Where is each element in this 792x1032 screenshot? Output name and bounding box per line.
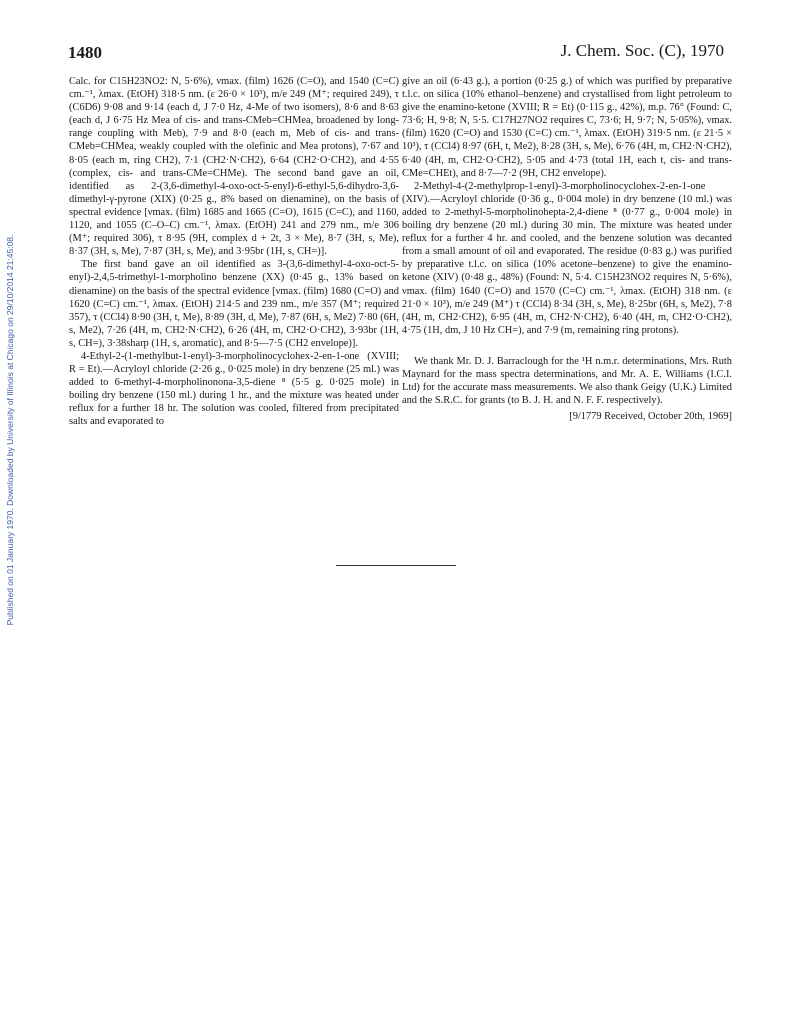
left-column	[69, 75, 399, 429]
paragraph: 2-Methyl-4-(2-methylprop-1-enyl)-3-morpholinocyclohex-2-en-1-one (XIV).—Acryloyl chloride (0·36 g., 0·004 mole) in dry benzene (10 ml.) was added to 2-methyl-5-morpholinohepta-2,4-diene ⁸ (0·77 g., 0·004 mole) in boiling dry benzene (20 ml.) during 30 min. The mixture was heated under reflux for a further 4 hr. and cooled, and the benzene solution was decanted from a small amount of oil and evaporated. The residue (0·83 g.) was purified by preparative t.l.c. on silica (10% acetone–benzene) to give the enamino-ketone (XIV) (0·48 g., 48%) (Found: N, 5·4. C15H23NO2 requires N, 5·6%), νmax. (film) 1640 (C=O) and 1570 (C=C) cm.⁻¹, λmax. (EtOH) 318 nm. (ε 21·0 × 10³), m/e 249 (M⁺) τ (CCl4) 8·34 (3H, s, Me), 8·25br (6H, s, Me2), 7·8 (4H, m, CH2·CH2), 6·95 (4H, m, CH2·N·CH2), 6·40 (4H, m, CH2·O·CH2), 4·75 (1H, dm, J 10 Hz CH=), and 7·9 (m, remaining ring protons).	[402, 180, 732, 336]
page-number: 1480	[68, 43, 102, 62]
acknowledgements: We thank Mr. D. J. Barraclough for the ¹H n.m.r. determinations, Mrs. Ruth Maynard for the mass spectra determinations, and Mr. A. E. Williams (I.C.I. Ltd) for the accurate mass measurements. We also thank Geigy (U.K.) Limited and the S.R.C. for grants (to B. J. H. and N. F. F. respectively).	[402, 355, 732, 407]
journal-title: J. Chem. Soc. (C), 1970	[560, 41, 724, 60]
download-sidebar	[4, 180, 16, 680]
received-date: [9/1779 Received, October 20th, 1969]	[569, 411, 732, 423]
paragraph: Calc. for C15H23NO2: N, 5·6%), νmax. (film) 1626 (C=O), and 1540 (C=C) cm.⁻¹, λmax. (EtOH) 318·5 nm. (ε 26·0 × 10³), m/e 249 (M⁺; required 249), τ (C6D6) 9·08 and 9·14 (each d, J 7·0 Hz, 4-Me of two isomers), 8·6 and 8·63 (each d, J 6·75 Hz Mea of cis- and trans-CMeb=CHMea, broadened by long-range coupling with Meb), 7·9 and 8·0 (each m, Meb of cis- and trans-CMeb=CHMea, weakly coupled with the olefinic and Mea protons), 7·67 and 8·05 (each m, ring CH2), 7·1 (CH2·N·CH2), 6·64 (CH2·O·CH2), and 4·55 (complex, cis- and trans-CMe=CHMe). The second band gave an oil, identified as 2-(3,6-dimethyl-4-oxo-oct-5-enyl)-6-ethyl-5,6-dihydro-3,6-dimethyl-γ-pyrone (XIX) (0·25 g., 8% based on dienamine), on the basis of spectral evidence [νmax. (film) 1685 and 1665 (C=O), 1615 (C=C), and 1160, 1120, and 1055 (C–O–C) cm.⁻¹, λmax. (EtOH) 241 and 279 nm., m/e 306 (M⁺; required 306), τ 8·95 (9H, complex d + 2t, 3 × Me), 8·7 (3H, s, Me), 8·37 (3H, s, Me), 7·87 (3H, s, Me), and 3·95br (1H, s, CH=)].	[69, 76, 399, 258]
download-notice: Published on 01 January 1970. Downloaded by University of Illinois at Chicago on 29/10/2014 21:45:08.	[5, 234, 15, 626]
paragraph: 4-Ethyl-2-(1-methylbut-1-enyl)-3-morpholinocyclohex-2-en-1-one (XVIII; R = Et).—Acryloyl chloride (2·26 g., 0·025 mole) in dry benzene (25 ml.) was added to 6-methyl-4-morpholinonona-3,5-diene ⁸ (5·5 g. 0·025 mole) in boiling dry benzene (150 ml.) during 1 hr., and the mixture was heated under reflux for a further 18 hr. The solution was cooled, filtered from precipitated salts and evaporated to	[69, 350, 399, 428]
end-rule	[336, 565, 456, 566]
paragraph: The first band gave an oil identified as 3-(3,6-dimethyl-4-oxo-oct-5-enyl)-2,4,5-trimethyl-1-morpholino benzene (XX) (0·45 g., 13% based on dienamine) on the basis of the spectral evidence [νmax. (film) 1680 (C=O) and 1620 (C=C) cm.⁻¹, λmax. (EtOH) 214·5 and 239 nm., m/e 357 (M⁺; required 357), τ (CCl4) 8·90 (3H, t, Me), 8·89 (3H, d, Me), 7·87 (6H, s, Me2) 7·80 (6H, s, Me2), 7·26 (4H, m, CH2·N·CH2), 6·26 (4H, m, CH2·O·CH2), 3·93br (1H, s, CH=), 3·38sharp (1H, s, aromatic), and 8·5—7·5 (CH2 envelope)].	[69, 259, 399, 349]
right-column	[402, 75, 732, 423]
paragraph: give an oil (6·43 g.), a portion (0·25 g.) of which was purified by preparative t.l.c. on silica (10% ethanol–benzene) and crystallised from light petroleum to give the enamino-ketone (XVIII; R = Et) (0·115 g., 42%), m.p. 76° (Found: C, 73·6; H, 9·8; N, 5·5. C17H27NO2 requires C, 73·6; H, 9·7; N, 5·05%), νmax. (film) 1620 (C=O) and 1530 (C=C) cm.⁻¹, λmax. (EtOH) 319·5 nm. (ε 21·5 × 10³), τ (CCl4) 8·97 (6H, t, Me2), 8·28 (3H, s, Me), 6·76 (4H, m, CH2·N·CH2), 6·40 (4H, m, CH2·O·CH2), 5·05 and 4·73 (total 1H, each t, cis- and trans-CMe=CHEt), and 8·7—7·2 (9H, CH2 envelope).	[402, 76, 732, 179]
